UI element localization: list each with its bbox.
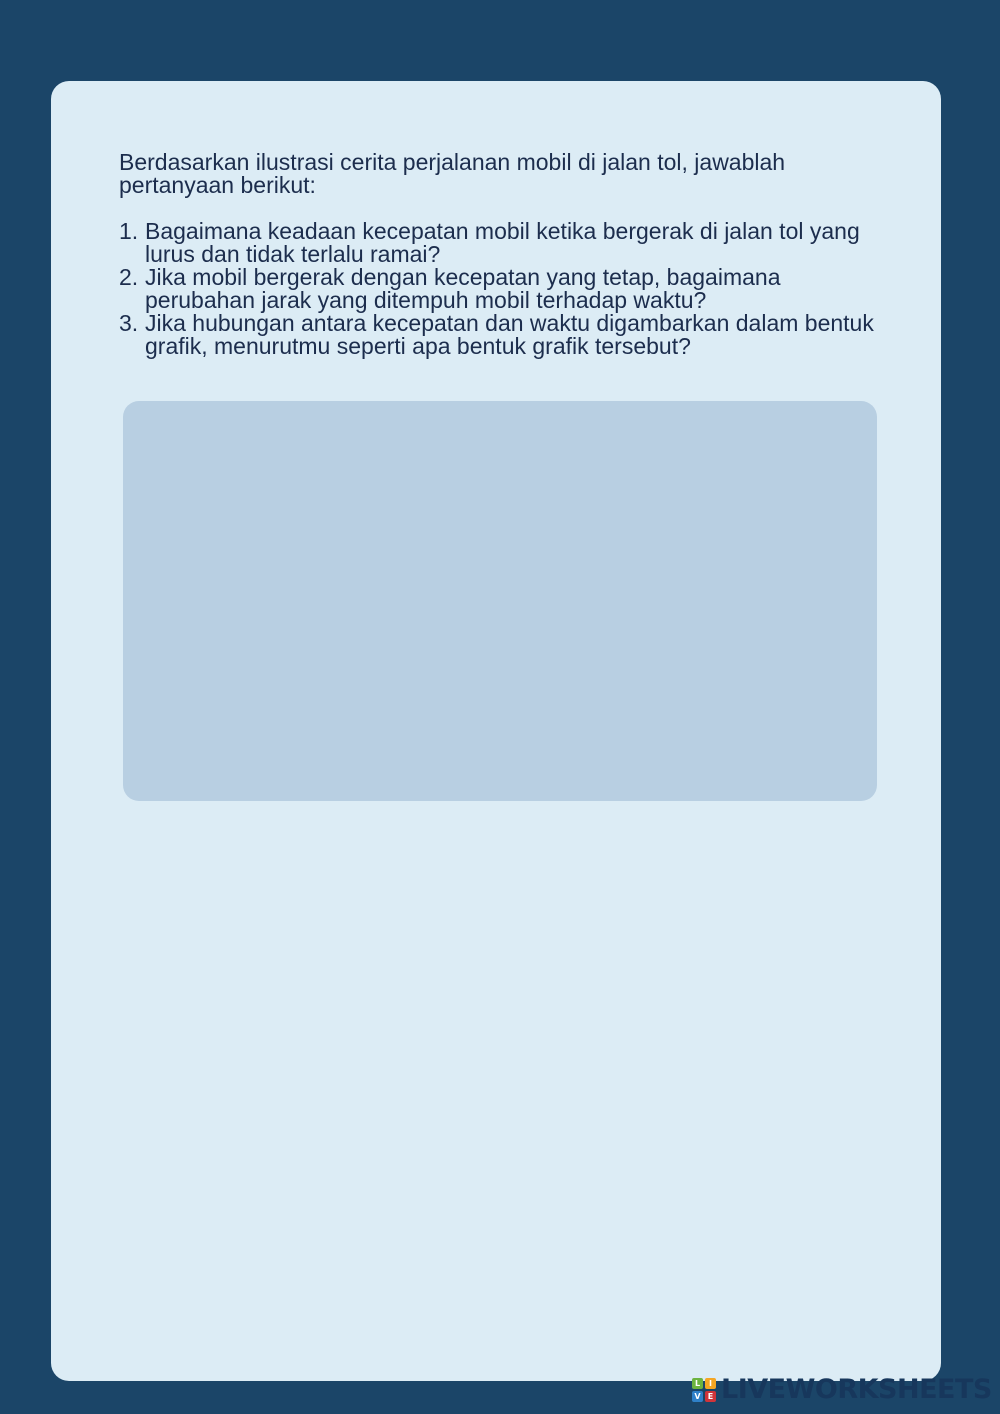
question-list: [119, 220, 879, 358]
logo-letter-v: V: [692, 1391, 703, 1402]
question-number: 3.: [119, 310, 139, 336]
question-number: 2.: [119, 264, 139, 290]
logo-letter-i: I: [705, 1378, 716, 1389]
question-text: Jika hubungan antara kecepatan dan waktu digambarkan dalam bentuk grafik, menurutmu seperti apa bentuk grafik tersebut?: [145, 310, 874, 359]
liveworksheets-logo: [692, 1376, 992, 1404]
question-text: Bagaimana keadaan kecepatan mobil ketika bergerak di jalan tol yang lurus dan tidak terlalu ramai?: [145, 218, 860, 267]
question-item: [119, 266, 879, 312]
question-item: [119, 220, 879, 266]
question-number: 1.: [119, 218, 139, 244]
question-text: Jika mobil bergerak dengan kecepatan yang tetap, bagaimana perubahan jarak yang ditempuh mobil terhadap waktu?: [145, 264, 781, 313]
instruction-text: Berdasarkan ilustrasi cerita perjalanan mobil di jalan tol, jawablah pertanyaan berikut:: [119, 149, 786, 198]
logo-icon: [692, 1378, 716, 1402]
logo-letter-l: L: [692, 1378, 703, 1389]
question-item: [119, 312, 879, 358]
answer-box[interactable]: [123, 401, 877, 801]
worksheet-card: [51, 81, 941, 1381]
logo-wordmark: LIVEWORKSHEETS: [721, 1374, 992, 1405]
logo-letter-e: E: [705, 1391, 716, 1402]
